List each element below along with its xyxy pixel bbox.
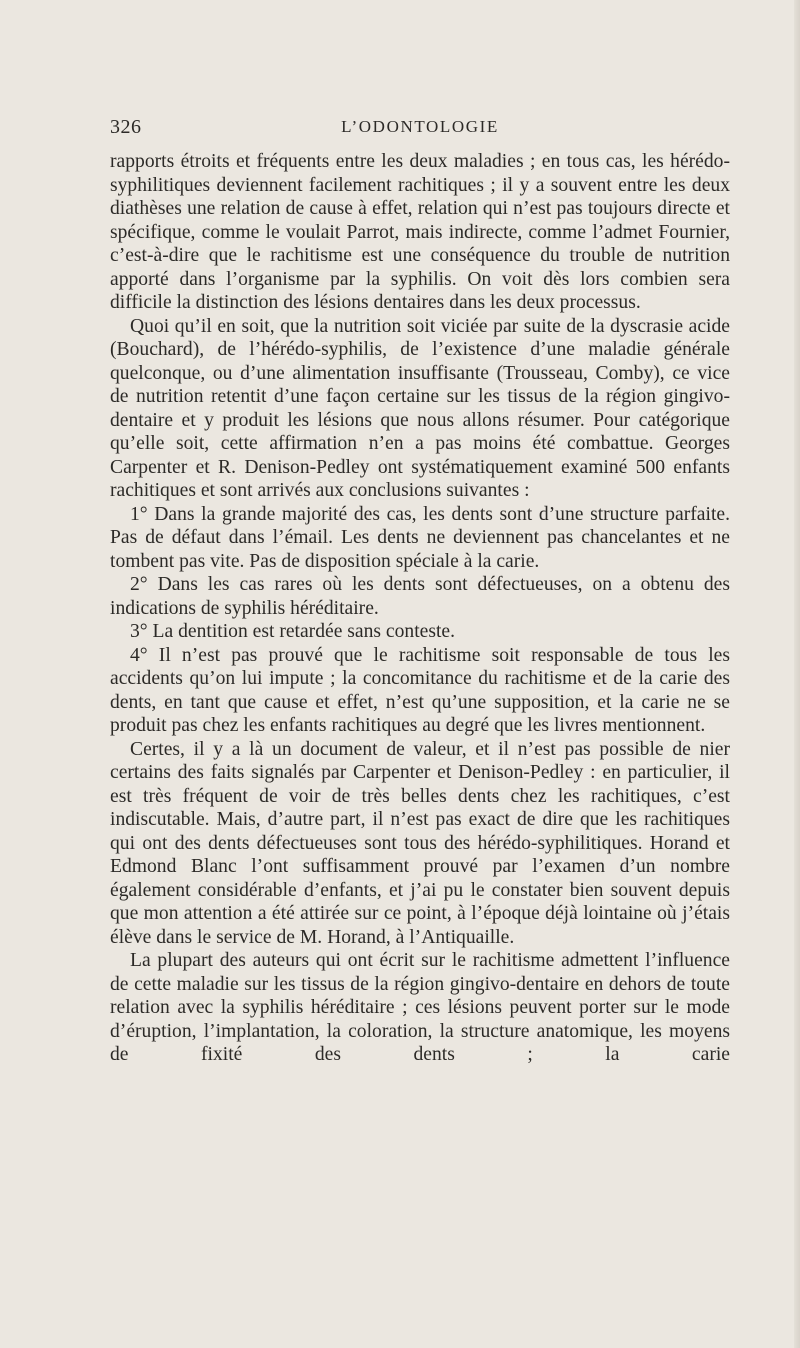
page-number: 326 (110, 116, 142, 138)
page-edge-shadow (794, 0, 800, 1348)
conclusion-1: 1° Dans la grande majorité des cas, les dents sont d’une structure parfaite. Pas de défaut dans l’émail. Les dents ne deviennent pas chancelantes et ne tombent pas vite. Pas de disposition spéciale à la carie. (110, 503, 730, 572)
paragraph-nutrition: Quoi qu’il en soit, que la nutrition soit viciée par suite de la dyscrasie acide (Bouchard), de l’hérédo-syphilis, de l’existence d’une maladie générale quelconque, ou d’une alimentation insuffisante (Trousseau, Comby), ce vice de nutrition retentit d’une façon certaine sur les tissus de la région gingivo-dentaire et y produit les lésions que nous allons résumer. Pour catégorique qu’elle soit, cette affirmation n’en a pas moins été combattue. Georges Carpenter et R. Denison-Pedley ont systématiquement examiné 500 enfants rachitiques et sont arrivés aux conclusions suivantes : (110, 315, 730, 501)
conclusion-2: 2° Dans les cas rares où les dents sont défectueuses, on a obtenu des indications de syphilis héréditaire. (110, 574, 730, 619)
conclusion-4: 4° Il n’est pas prouvé que le rachitisme soit responsable de tous les accidents qu’on lui impute ; la concomitance du rachitisme et de la carie des dents, en tant que cause et effet, n’est qu’une supposition, et la carie ne se produit pas chez les enfants rachitiques au degré que les livres mentionnent. (110, 644, 730, 736)
running-title: L’ODONTOLOGIE (341, 117, 499, 136)
paragraph-la-plupart: La plupart des auteurs qui ont écrit sur le rachitisme admettent l’influence de cette maladie sur les tissus de la région gingivo-dentaire en dehors de toute relation avec la syphilis héréditaire ; ces lésions peuvent porter sur le mode d’éruption, l’implantation, la coloration, la structure anatomique, les moyens de fixité des dents ; la carie (110, 950, 730, 1065)
paragraph-continuation: rapports étroits et fréquents entre les deux maladies ; en tous cas, les hérédo-syphilitiques deviennent facilement rachitiques ; il y a souvent entre les deux diathèses une relation de cause à effet, relation qui n’est pas toujours directe et spécifique, comme le voulait Parrot, mais indirecte, comme l’admet Fournier, c’est-à-dire que le rachitisme est une conséquence du trouble de nutrition apporté dans l’organisme par la syphilis. On voit dès lors combien sera difficile la distinction des lésions dentaires dans les deux processus. (110, 151, 730, 313)
page-header (110, 116, 730, 144)
conclusion-3: 3° La dentition est retardée sans conteste. (130, 621, 456, 642)
paragraph-certes: Certes, il y a là un document de valeur, et il n’est pas possible de nier certains des faits signalés par Carpenter et Denison-Pedley : en particulier, il est très fréquent de voir de très belles dents chez les rachitiques, c’est indiscutable. Mais, d’autre part, il n’est pas exact de dire que les rachitiques qui ont des dents défectueuses sont tous des hérédo-syphilitiques. Horand et Edmond Blanc l’ont suffisamment prouvé par l’examen d’un nombre également considérable d’enfants, et j’ai pu le constater bien souvent depuis que mon attention a été attirée sur ce point, à l’époque déjà lointaine où j’étais élève dans le service de M. Horand, à l’Antiquaille. (110, 738, 730, 948)
body-text (110, 150, 730, 1067)
